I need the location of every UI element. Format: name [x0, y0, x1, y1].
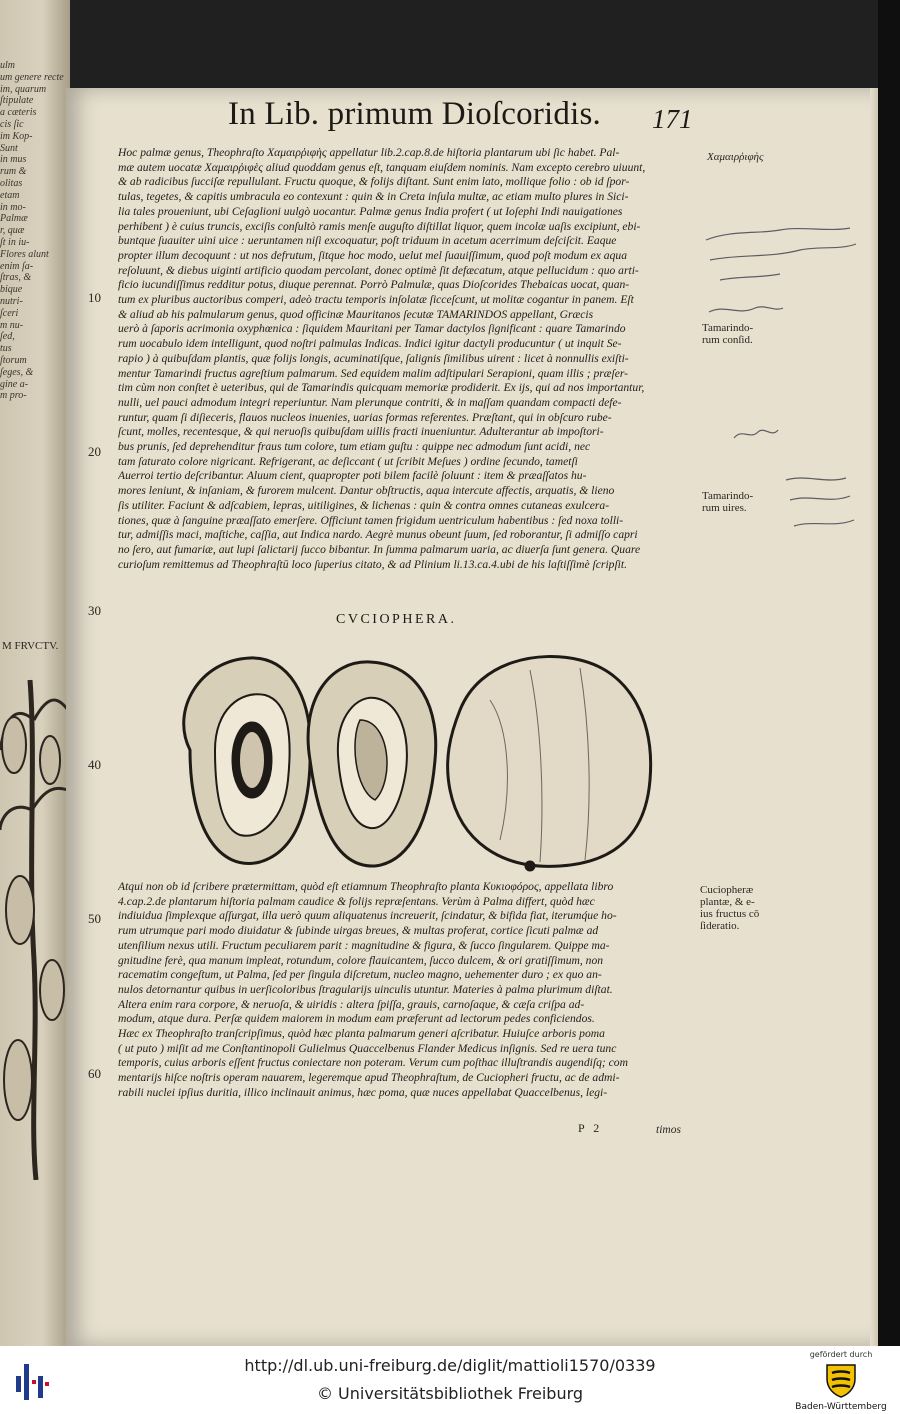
text-line: rum uocabulo idem intelligunt, quod noſtri palmulas Indicas. Indici igitur dactyli producuntur ( ut inquit Se- [118, 337, 622, 351]
text-line: reſoluunt, & diebus uiginti artificio quodam percolant, donec optimè ſit defæcatum, atque pellucidum : quo arti- [118, 263, 639, 277]
line-number: 60 [88, 1066, 101, 1081]
text-line: tur, admiſſis maci, maſtiche, caſſia, aut Indica nardo. Aegrè munus obeunt ſuum, ſed roborantur, ſi admiſſo capri [118, 528, 638, 542]
text-line: rum utrumque pari modo diuidatur & ſubinde uirgas breues, & multas proferat, cortice ſicuti palmæ ad [118, 924, 599, 938]
margin-note-line: rum uires. [702, 502, 747, 514]
text-line: curioſum remittemus ad Theophraſtū loco ſuperius citato, & ad Plinium li.13.ca.4.ubi de his laſtiſſimè ſcripſit. [118, 557, 628, 571]
margin-note-line: ius fructus cō [700, 908, 760, 920]
text-line: nulli, uel pauci admodum integri reperiuntur. Nam plerunque contriti, & in maſſam quandam compacti defe- [118, 395, 622, 409]
text-line: modum, atque dura. Perſæ quidem maiorem in modum eam præferunt ad lectorum pedes conficiendos. [118, 1012, 595, 1026]
page-number: 171 [652, 104, 693, 134]
margin-note-line: ſideratio. [700, 920, 740, 932]
line-number: 10 [88, 290, 101, 305]
text-line: ( ut puto ) miſit ad me Conſtantinopoli Gulielmus Quaccelbenus Flander Medicus inſignis. Sed re uera tunc [118, 1041, 617, 1055]
text-line: buntque ſuauiter uini uice : ueruntamen niſi excoquatur, poſt triduum in acetum acerrimum deſciſcit. Eaque [118, 234, 617, 248]
text-line: gnitudine ferè, qua manum impleat, rotundum, colore flauicantem, ſucco dulcem, & ori gratiſſimum, non [118, 953, 604, 967]
text-line: racematim congeſtum, ut Palma, ſed per ſingula diſcretum, nucleo magno, uehementer duro ; ex quo an- [118, 968, 602, 982]
text-line: propter illum decoquunt : ut nos defrutum, ſitque hoc modo, uelut mel ſuauiſſimum, quod poſt modum ex aqua [118, 248, 627, 262]
margin-note-line: rum conſid. [702, 334, 753, 346]
text-line: Auerroi tertio deſcribantur. Aluum cient, quapropter poti bilem facilè ſoluunt : item & præaſſatos hu- [118, 469, 587, 483]
text-line: ſcunt, molles, recentesque, & qui neruoſis quibuſdam uillis fracti inueniuntur. Adulterantur ab impoſtori- [118, 425, 604, 439]
text-line: tulas, tegetes, & capitis umbracula eo contexunt : quin & in Creta inſula multæ, ac etiam multo plures in Sici- [118, 190, 629, 204]
line-number: 50 [88, 911, 101, 926]
margin-note-line: Tamarindo- [702, 490, 754, 502]
left-page-plant-illustration [0, 660, 70, 1180]
catchword: timos [656, 1124, 681, 1136]
margin-note-line: Cuciopheræ [700, 884, 754, 896]
left-page-text-fragment: ulm um genere recte im, quarum ſtipulate a cæteris cis ſic im Kop- Sunt in mus rum & olitas etam in mo- Palmæ r, quæ ſt in iu- Flores alunt enim ſa- ſtras, & bique nutri- ſceri m nu- ſed, tus ſtorum ſeges, & gine a- m pro- [0, 60, 64, 402]
running-head: In Lib. primum Dioſcoridis. [228, 96, 601, 132]
left-page-heading: M FRVCTV. [2, 640, 59, 652]
text-line: mentarijs hiſce noſtris operam nauarem, legeremque apud Theophraſtum, de Cuciopheri fructu, ac de admi- [118, 1071, 620, 1085]
text-line: mores leniunt, & inſaniam, & furorem mulcent. Dantur obſtructis, aqua intercute affectis, arquatis, & lieno [118, 484, 615, 498]
text-line: rapio ) à quibuſdam plantis, quæ folijs longis, acuminatiſque, ſalignis ſimilibus uirent : licet à nonnullis exiſti- [118, 351, 629, 365]
handwritten-annotation-mark [730, 422, 780, 446]
viewer-footer [0, 1346, 900, 1414]
line-number: 40 [88, 757, 101, 772]
text-block-cuciophera [118, 880, 696, 1101]
text-block-palms [118, 146, 696, 572]
margin-note-line: plantæ, & e- [700, 896, 755, 908]
text-line: 4.cap.2.de plantarum hiſtoria palmam caudice & folijs repræſentans. Verùm à Palma differt, quòd hæc [118, 894, 595, 908]
fruit-whole [448, 657, 651, 871]
text-line: tam ſaturato colore nigricant. Refrigerant, ac deſiccant ( ut ſcribit Meſues ) ordine ſecundo, tametſi [118, 454, 578, 468]
scan-border-right [878, 0, 900, 1346]
text-line: ſis utiliter. Faciunt & adſcabiem, lepras, uitiligines, & lichenas : quin & contra omnes cutaneas exulcera- [118, 498, 610, 512]
baden-wuerttemberg-crest-icon [821, 1361, 861, 1399]
text-line: mæ autem uocatæ Χαμαιρῥιφὲς aliud quoddam genus eſt, tanquam eiuſdem nominis. Nam excepto cerebro uiuunt, [118, 160, 646, 174]
text-line: Hæc ex Theophraſto tranſcripſimus, quòd hæc planta palmarum generi aſcribatur. Huiuſce arboris poma [118, 1027, 605, 1041]
fruit-half-middle [308, 662, 436, 866]
text-line: nulos detornantur quibus in uerſicoloribus ſtragularijs uinculis utuntur. Materies à palma plurimum diſtat. [118, 982, 613, 996]
text-line: bus prunis, ſed deprehenditur fraus tum colore, tum etiam guſtu : quippe nec admodum ſunt acidi, nec [118, 440, 591, 454]
line-number: 30 [88, 603, 101, 618]
handwritten-annotation-mark [700, 220, 860, 290]
handwritten-annotation-mark [705, 300, 785, 320]
text-line: tiones, quæ à ſanguine præaſſato emerſere. Officiunt tamen frigidum uentriculum habentibus : ſed noxa tolli- [118, 513, 624, 527]
text-line: uerò à ſaporis acrimonia oxyphœnica : ſiquidem Mauritani per Tamar dactylos ſignificant : quare Tamarindo [118, 322, 626, 336]
text-line: runtur, quam ſi diſieceris, flauos nucleos inuenies, uarias formas referentes. Præſtant, qui in obſcuro rube- [118, 410, 612, 424]
margin-note-cuciophera [700, 884, 759, 932]
sponsor-line: gefördert durch [809, 1350, 873, 1359]
margin-note-greek: Χαμαιρῥιφὴς [707, 151, 764, 163]
margin-note-tamarind-vires [702, 490, 753, 514]
cuciophera-fruit-woodcut [160, 640, 660, 880]
copyright-notice: © Universitätsbibliothek Freiburg [316, 1384, 584, 1403]
sponsor-block [788, 1350, 894, 1412]
text-line: & aliud ab his palmularum genus, quod officinæ Mauritanos ſecutæ TAMARINDOS appellant, Græcis [118, 307, 594, 321]
text-line: Hoc palmæ genus, Theophraſto Χαμαιρῥιφὴς appellatur lib.2.cap.8.de hiſtoria plantarum ubi ſic habet. Pal- [118, 146, 620, 159]
text-line: & ab radicibus ſucciſæ repullulant. Fructu quoque, & folijs diſtant. Sunt enim lato, mollique folio : ob id ſpor- [118, 175, 630, 189]
text-line: utenſilium nexus utili. Fructum peculiarem parit : magnitudine & figura, & ſucco ſingularem. Quippe ma- [118, 938, 610, 952]
handwritten-annotation-mark [780, 470, 860, 540]
text-line: indiuidua ſimplexque aſſurgat, illa uerò quum aliquatenus increuerit, ſcindatur, & bifida fiat, iterumq́ue ho- [118, 909, 617, 923]
text-line: rabili nuclei ipſius duritia, illico inclinauit animus, hæc poma, quæ nuces appellabat Quaccelbenus, legi- [118, 1085, 608, 1099]
text-line: tim cùm non conſtet è ueteribus, qui de Tamarindis quicquam memoriæ prodiderit. Ex ijs, qui ad nos importantur, [118, 381, 645, 395]
left-facing-page [0, 0, 70, 1346]
sponsor-name: Baden-Württemberg [795, 1402, 887, 1412]
text-line: Atqui non ob id ſcribere prætermittam, quòd eſt etiamnum Theophraſto planta Κυκιοφόρος, appellata libro [118, 880, 614, 893]
permalink-url[interactable]: http://dl.ub.uni-freiburg.de/diglit/mattioli1570/0339 [244, 1356, 656, 1375]
fruit-half-left [184, 658, 310, 864]
signature-mark: P 2 [578, 1121, 603, 1135]
text-line: mentur Tamarindi fructus agreſtium palmarum. Sed equidem malim adſtipulari Serapioni, quam illis ; præſer- [118, 366, 628, 380]
line-number: 20 [88, 444, 101, 459]
text-line: ficio iucundiſſimus redditur potus, diuque perennat. Porrò Palmulæ, quas Dioſcorides Thebaicas uocat, quan- [118, 278, 630, 292]
text-line: perhibent ) è cuius truncis, exciſis conſultò ramis menſe auguſto diſtillat liquor, quem incolæ uaſis excipiunt, ebi- [118, 219, 641, 233]
text-line: Altera enim rara corpore, & neruoſa, & uiridis : altera ſpiſſa, grauis, carnoſaque, & cæſa criſpa ad- [118, 997, 585, 1011]
text-line: temporis, cuius arboris eſſent fructus coniectare non poteram. Verum cum poſthac illuſtrandis augendiſq; com [118, 1056, 628, 1070]
text-line: tum ex pluribus auctoribus comperi, adeò tractu temporis inſolatæ ſicceſcunt, ut molitæ cogantur in panem. Eſt [118, 293, 634, 307]
text-line: no ſero, aut fumariæ, aut lupi ſalictarij ſucco bibantur. In ſumma palmarum uaria, ac diuerſa ſunt genera. Quare [118, 542, 641, 556]
margin-note-tamarind-name [702, 322, 753, 346]
section-title: CVCIOPHERA. [336, 612, 457, 627]
text-line: lia tales proueniunt, ubi Ceſaglioni uulgò uocantur. Palmæ genus India profert ( ut Ioſephi Indi nauigationes [118, 204, 623, 218]
margin-note-line: Tamarindo- [702, 322, 754, 334]
